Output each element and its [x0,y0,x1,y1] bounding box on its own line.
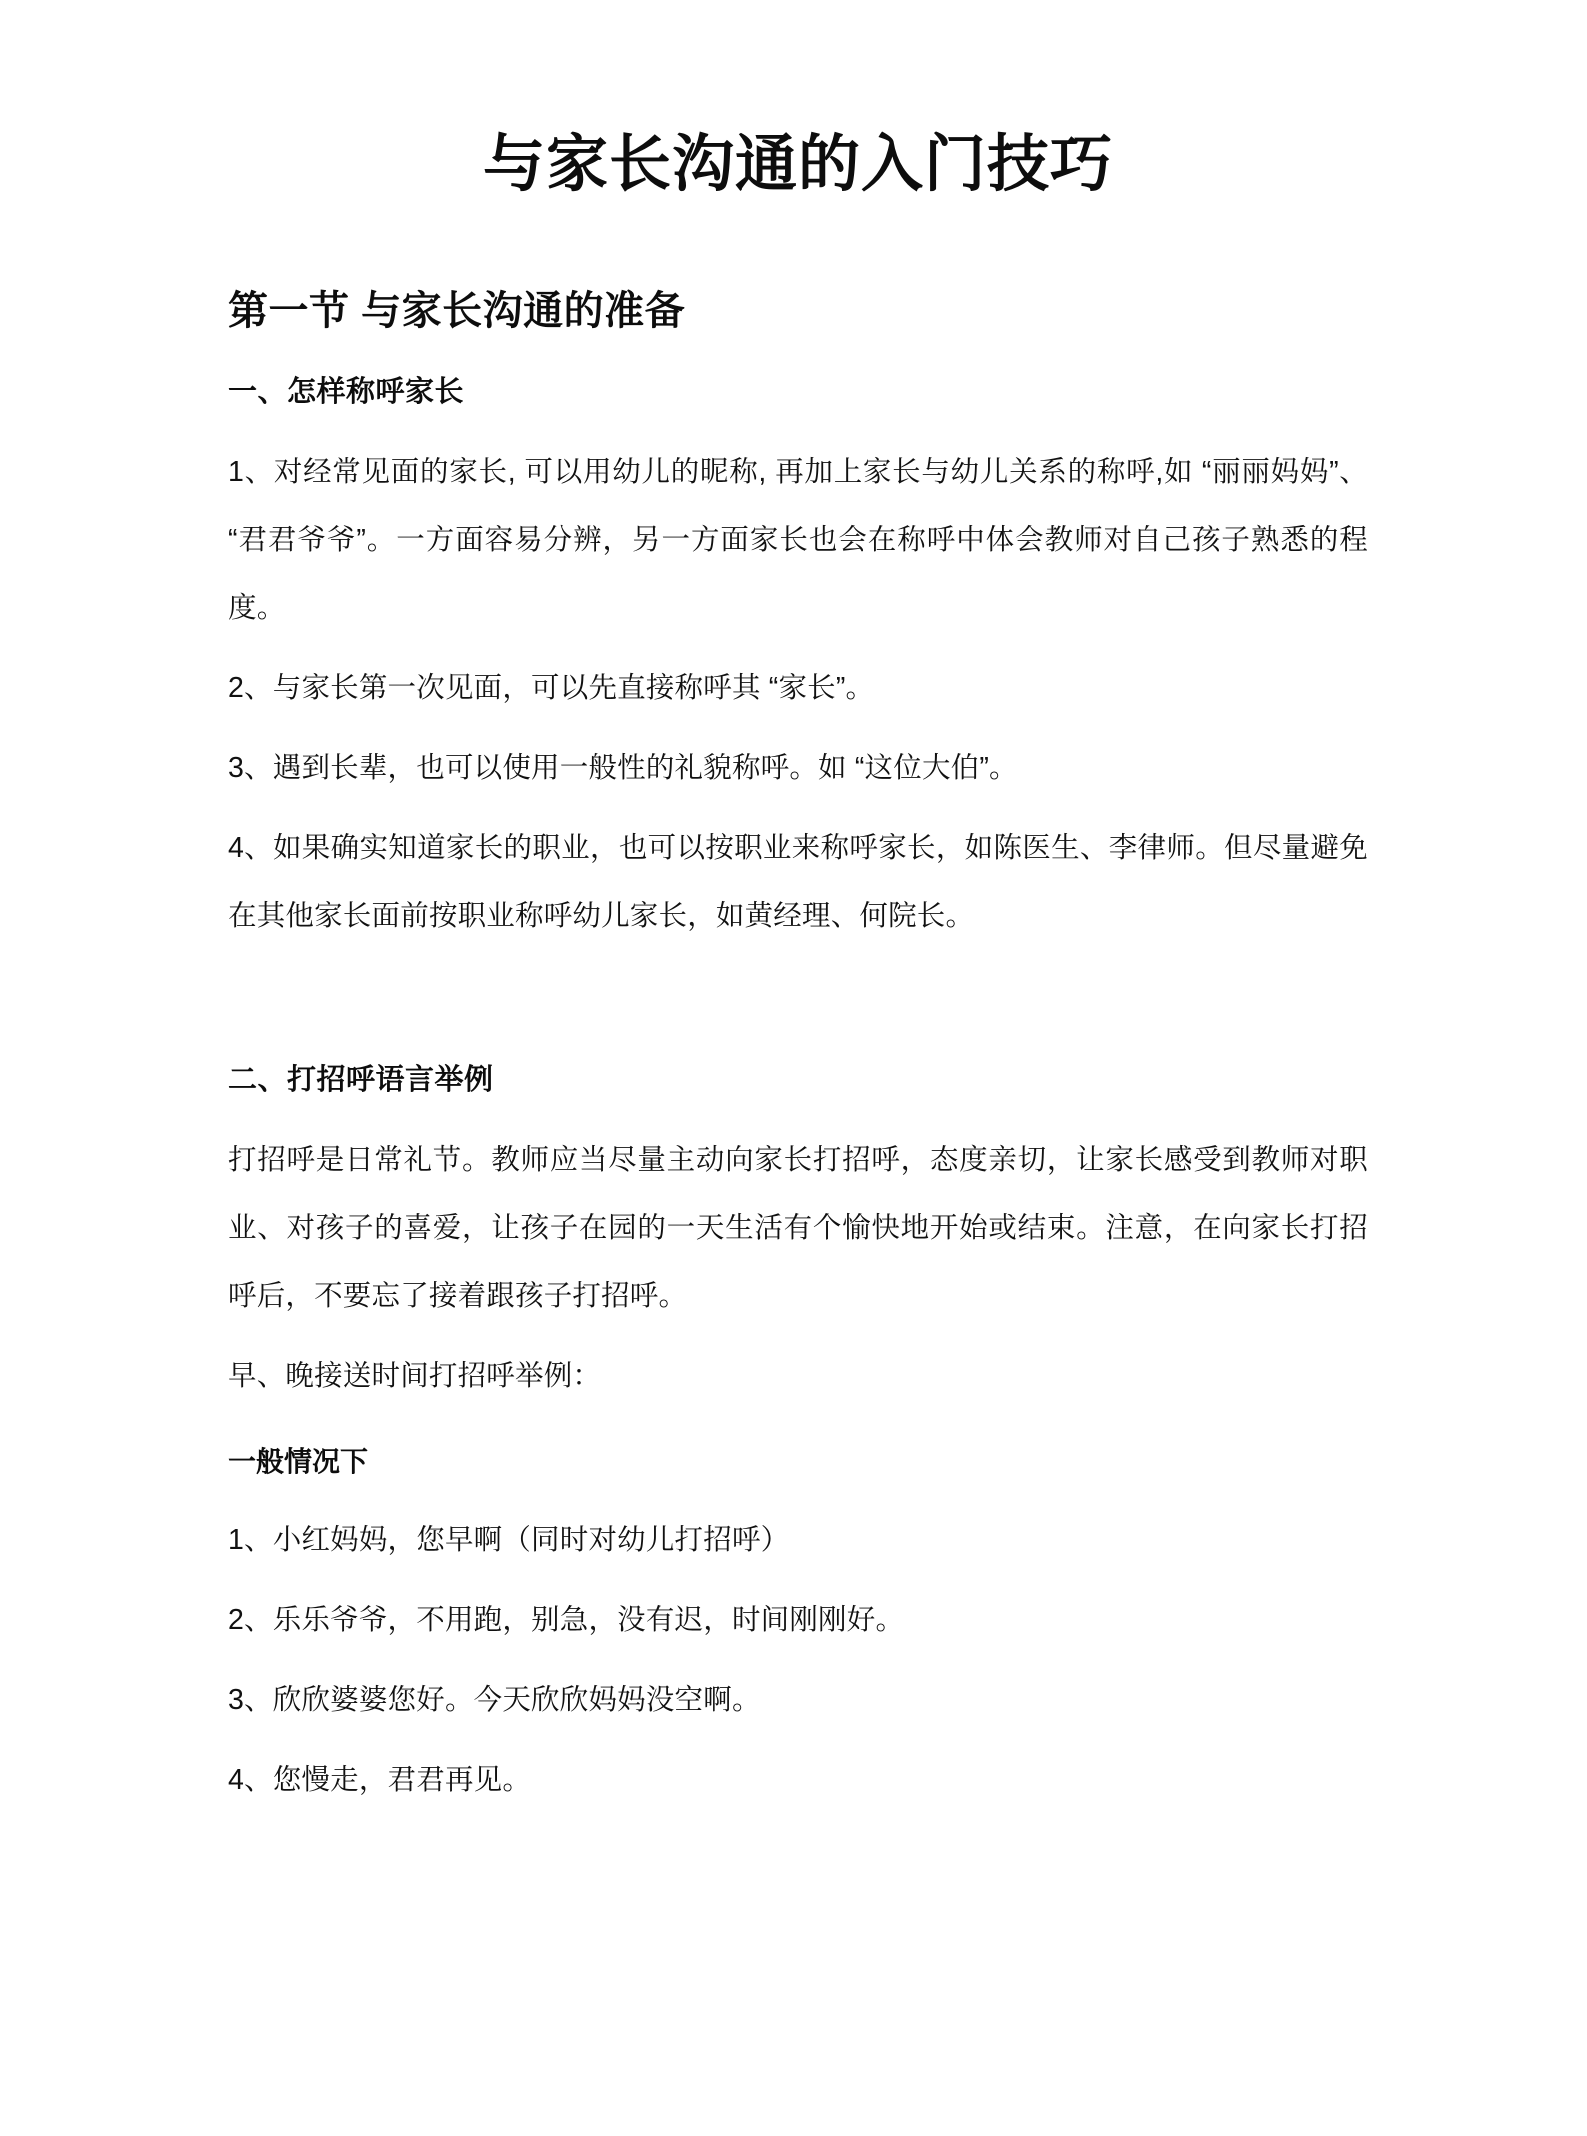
subsection-heading-naming: 一、怎样称呼家长 [228,376,465,409]
list-item: 3、欣欣婆婆您好。今天欣欣妈妈没空啊。 [228,1683,761,1716]
subsection-heading-greeting: 二、打招呼语言举例 [228,1063,494,1096]
minor-heading-general-case: 一般情况下 [228,1445,369,1477]
list-item: 4、您慢走，君君再见。 [228,1763,532,1796]
list-item: 2、与家长第一次见面，可以先直接称呼其 “家长”。 [228,671,875,704]
greeting-intro-paragraph: 打招呼是日常礼节。教师应当尽量主动向家长打招呼，态度亲切，让家长感受到教师对职业、对孩子的喜爱，让孩子在园的一天生活有个愉快地开始或结束。注意，在向家长打招呼后，不要忘了接着跟孩子打招呼。 [228,1143,1368,1312]
list-item: 1、对经常见面的家长, 可以用幼儿的昵称, 再加上家长与幼儿关系的称呼,如 “丽丽妈妈”、“君君爷爷”。一方面容易分辨，另一方面家长也会在称呼中体会教师对自己孩子熟悉的程度。 [228,455,1368,624]
section-heading-first: 第一节 与家长沟通的准备 [228,289,686,334]
list-item: 1、小红妈妈，您早啊（同时对幼儿打招呼） [228,1523,790,1556]
list-item: 4、如果确实知道家长的职业，也可以按职业来称呼家长，如陈医生、李律师。但尽量避免在其他家长面前按职业称呼幼儿家长，如黄经理、何院长。 [228,831,1368,932]
page-title: 与家长沟通的入门技巧 [482,130,1113,199]
list-item: 3、遇到长辈，也可以使用一般性的礼貌称呼。如 “这位大伯”。 [228,751,1018,784]
greeting-lead-in: 早、晚接送时间打招呼举例： [228,1359,602,1392]
list-item: 2、乐乐爷爷，不用跑，别急，没有迟，时间刚刚好。 [228,1603,905,1636]
page-content [228,0,1368,1814]
